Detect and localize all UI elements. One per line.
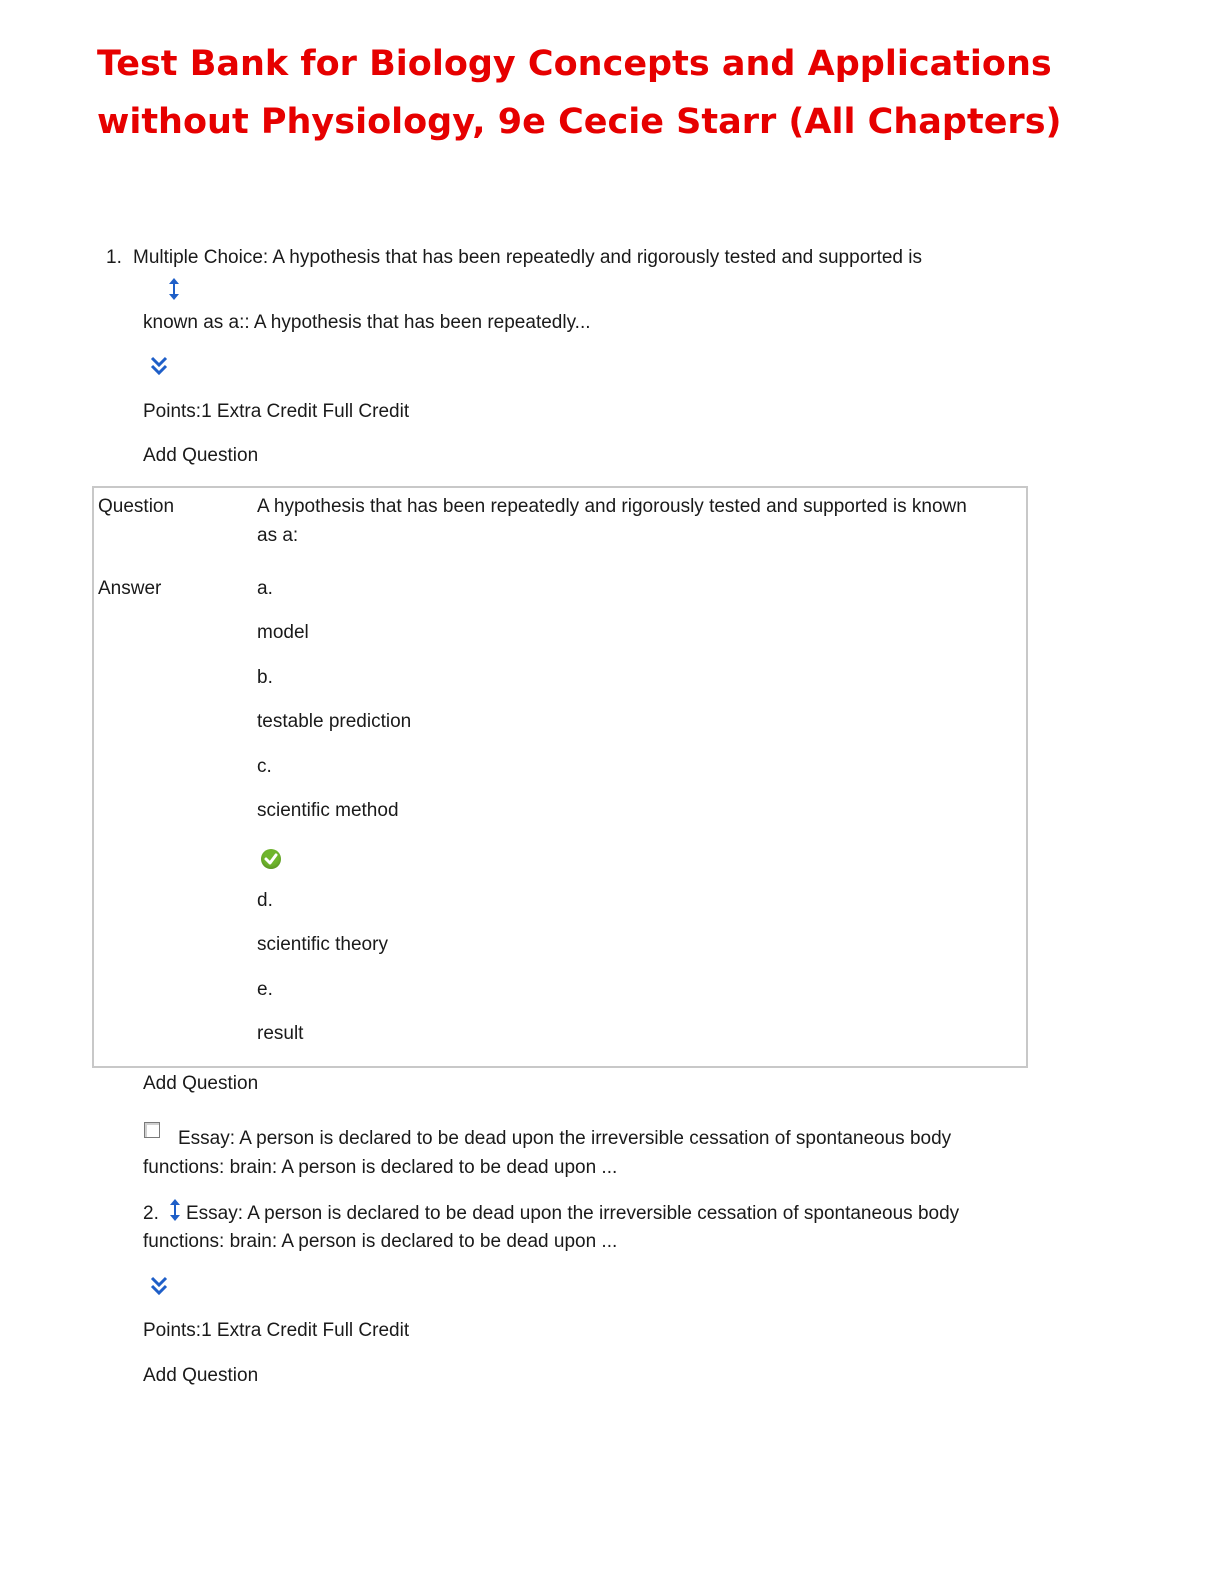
document-title-line2: without Physiology, 9e Cecie Starr (All Chapters) [97, 102, 1062, 142]
option-text-a: model [257, 622, 309, 643]
question-text-line1: A hypothesis that has been repeatedly and rigorously tested and supported is known [257, 496, 967, 517]
essay-item-line1: Essay: A person is declared to be dead upon the irreversible cessation of spontaneous body [178, 1128, 952, 1149]
option-letter-b: b. [257, 667, 273, 688]
option-letter-c: c. [257, 756, 272, 777]
answer-label: Answer [98, 578, 162, 599]
points-info: Points:1 Extra Credit Full Credit [143, 1320, 410, 1341]
document-title-line1: Test Bank for Biology Concepts and Applications [97, 44, 1052, 84]
question2-line1[interactable]: Essay: A person is declared to be dead upon the irreversible cessation of spontaneous body [186, 1203, 960, 1224]
move-arrows-icon[interactable] [168, 1199, 182, 1226]
question-text-line2: as a: [257, 525, 299, 546]
option-text-e: result [257, 1023, 304, 1044]
question-header: Multiple Choice: A hypothesis that has been repeatedly and rigorously tested and supported is [133, 247, 923, 268]
question-number: 1. [106, 247, 122, 268]
option-text-d: scientific theory [257, 934, 388, 955]
add-question-link[interactable]: Add Question [143, 1073, 259, 1094]
question-label: Question [98, 496, 175, 517]
question2-line2[interactable]: functions: brain: A person is declared to be dead upon ... [143, 1231, 618, 1252]
points-info: Points:1 Extra Credit Full Credit [143, 401, 410, 422]
add-question-link[interactable]: Add Question [143, 445, 259, 466]
question-detail-table [92, 486, 1028, 1068]
correct-check-icon [261, 849, 281, 869]
add-question-link[interactable]: Add Question [143, 1365, 259, 1386]
question-number: 2. [143, 1203, 159, 1224]
essay-item-line2: functions: brain: A person is declared to be dead upon ... [143, 1157, 618, 1178]
option-text-c: scientific method [257, 800, 399, 821]
option-letter-a: a. [257, 578, 273, 599]
option-letter-d: d. [257, 890, 273, 911]
question-header-continued[interactable]: known as a:: A hypothesis that has been repeatedly... [143, 312, 591, 333]
move-arrows-icon[interactable] [167, 278, 181, 305]
expand-chevron-icon[interactable] [150, 1276, 168, 1301]
expand-chevron-icon[interactable] [150, 356, 168, 381]
checkbox-icon[interactable] [144, 1122, 160, 1138]
option-text-b: testable prediction [257, 711, 412, 732]
option-letter-e: e. [257, 979, 273, 1000]
